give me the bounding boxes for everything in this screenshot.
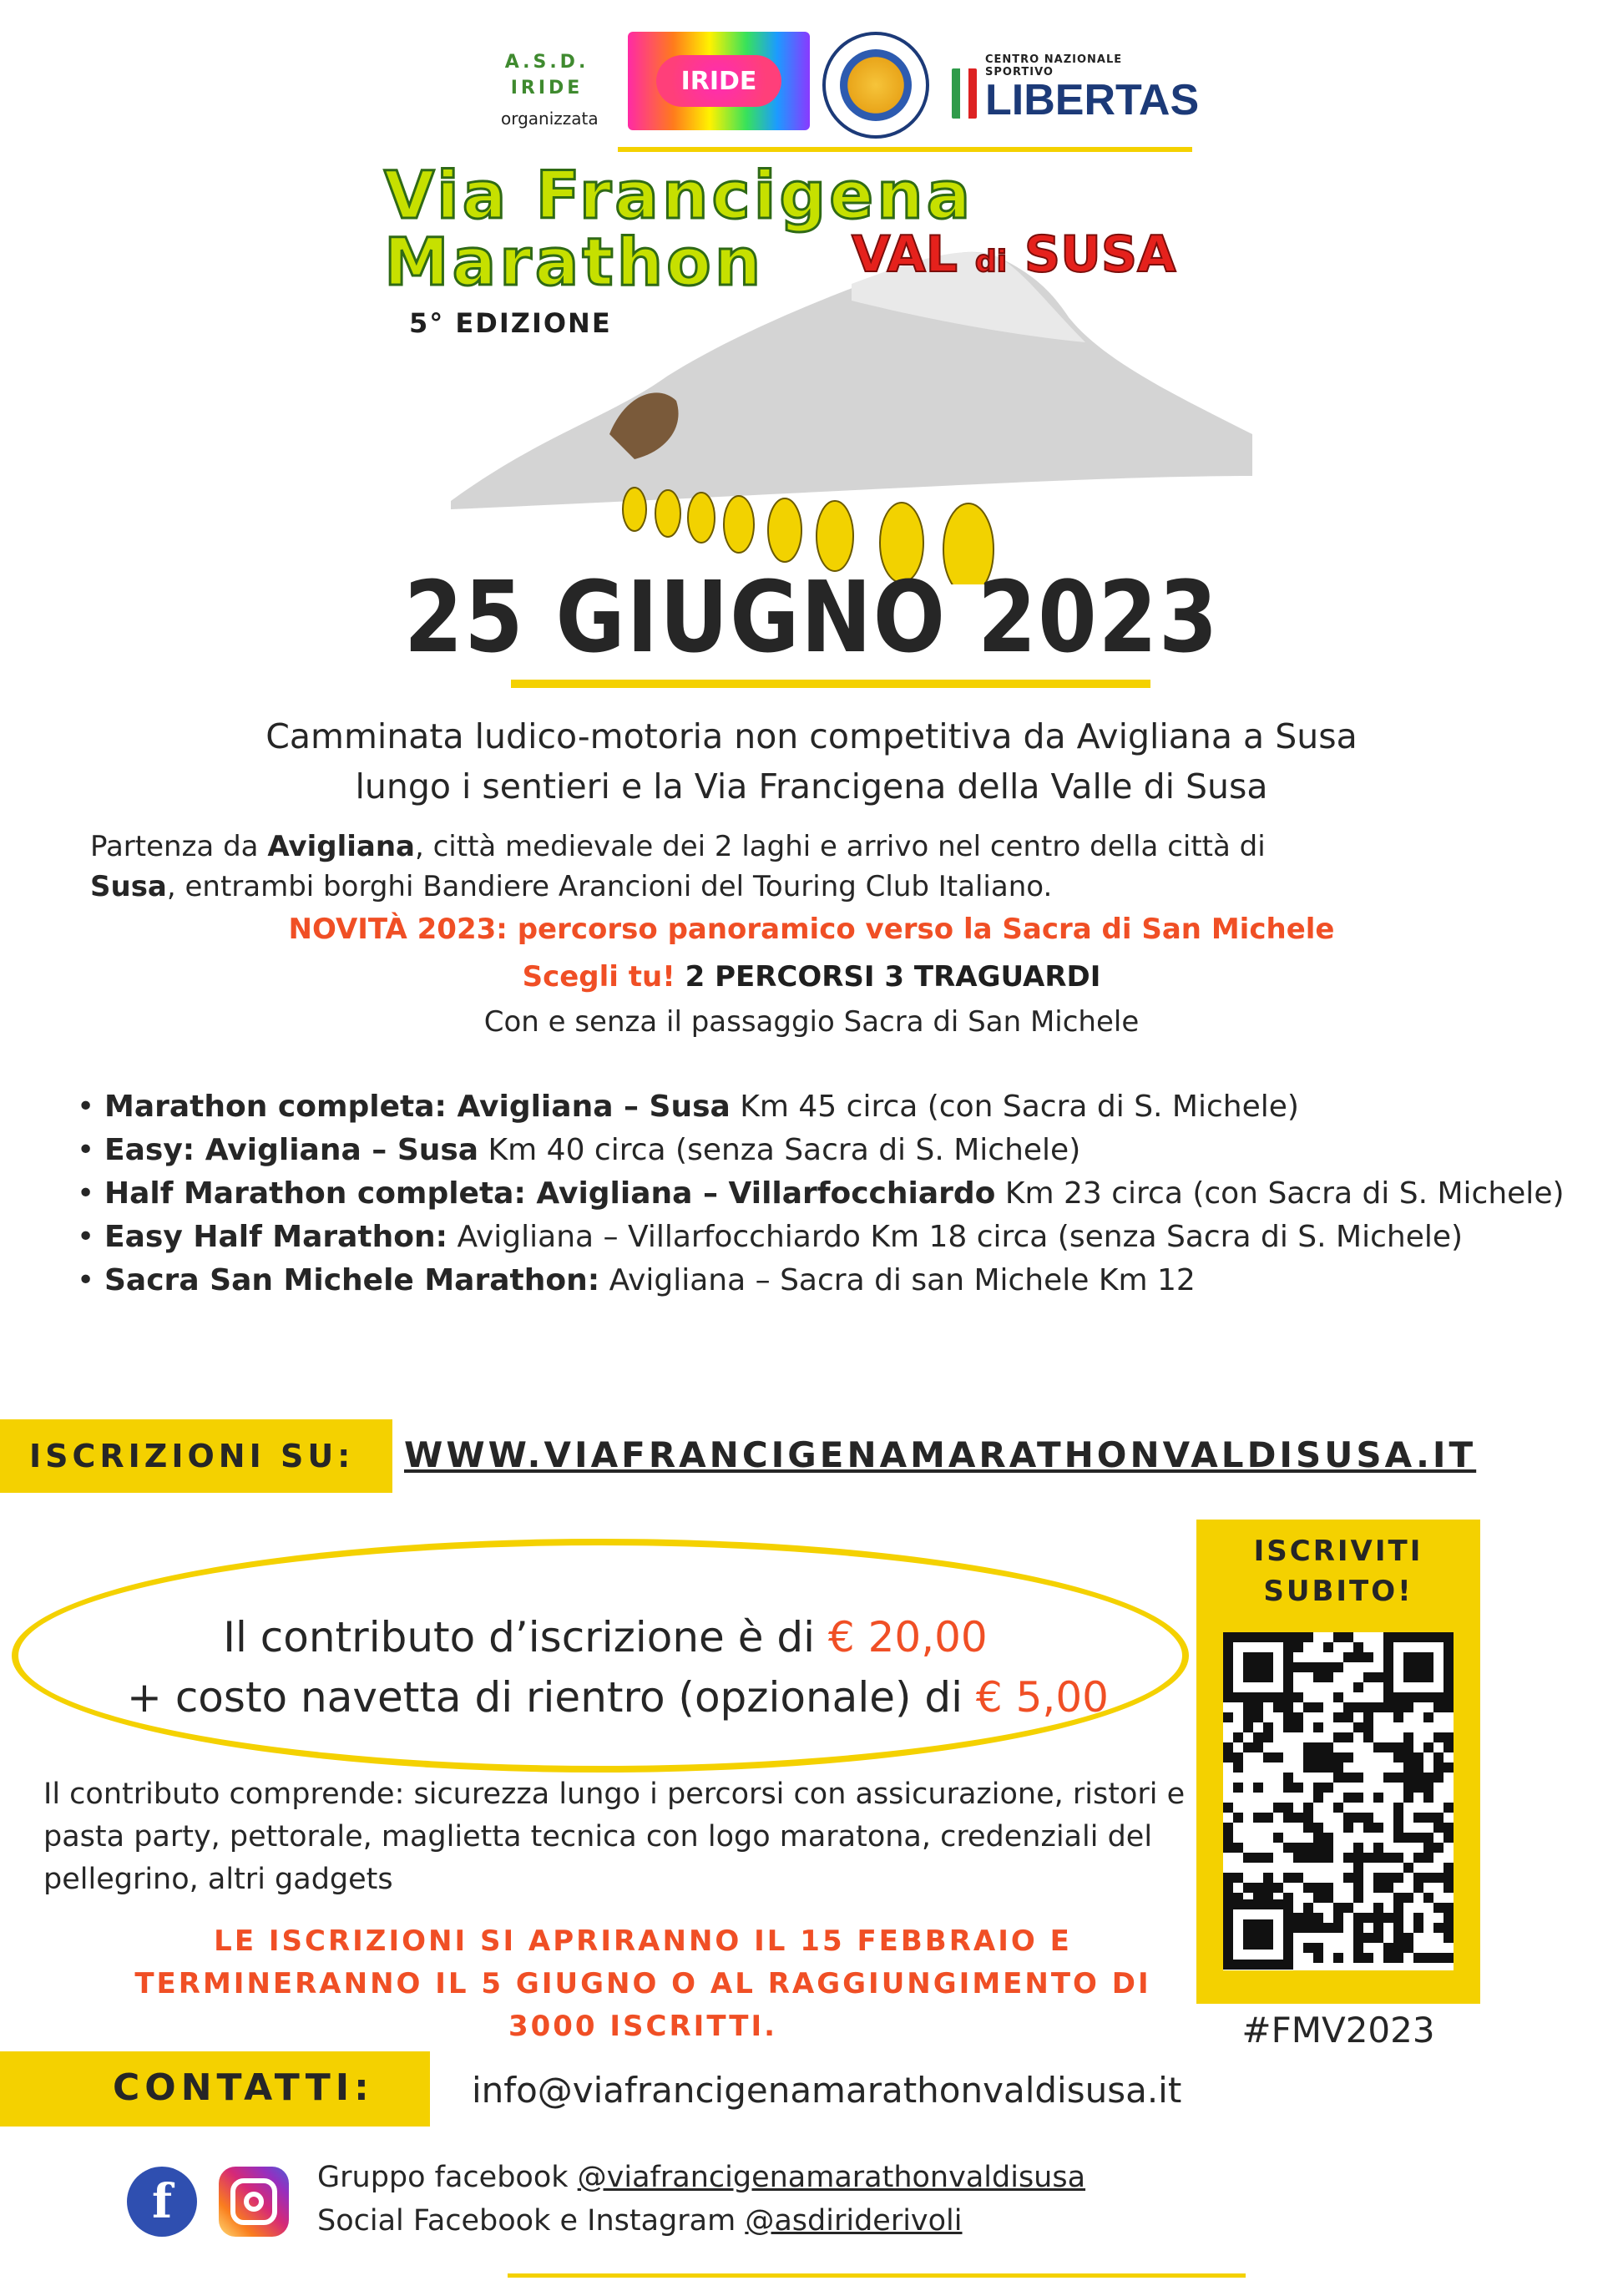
event-title-artwork (384, 159, 1277, 576)
centro-regionale-sportivo-logo (822, 32, 929, 139)
partenza-text-e: , entrambi borghi Bandiere Arancioni del Touring Club Italiano. (166, 870, 1053, 903)
shuttle-value: € 5,00 (975, 1673, 1109, 1722)
price-value: € 20,00 (827, 1613, 988, 1661)
partenza-paragraph (90, 827, 1560, 907)
header-divider (618, 147, 1192, 152)
val-text: VAL (852, 225, 958, 284)
runner-emblem-icon (840, 49, 912, 121)
price-line1 (67, 1613, 1144, 1661)
list-item (67, 1172, 1570, 1216)
contributo-comprende: Il contributo comprende: sicurezza lungo i percorsi con assicurazione, ristori e pasta party, pettorale, maglietta tecnica con logo maratona, credenziali del pellegrino, altri gadgets (43, 1778, 1186, 1896)
footer-divider (508, 2273, 1246, 2278)
route-detail: Km 40 circa (senza Sacra di S. Michele) (478, 1133, 1081, 1167)
description-line2: lungo i sentieri e la Via Francigena della Valle di Susa (355, 766, 1268, 807)
list-item (67, 1216, 1570, 1259)
registration-link[interactable]: WWW.VIAFRANCIGENAMARATHONVALDISUSA.IT (404, 1434, 1477, 1475)
route-detail: Avigliana – Sacra di san Michele Km 12 (599, 1263, 1196, 1297)
iride-logo (628, 32, 810, 130)
partenza-avigliana: Avigliana (267, 830, 415, 863)
route-name: Half Marathon completa: Avigliana – Villarfocchiardo (104, 1176, 996, 1211)
description-line1: Camminata ludico-motoria non competitiva da Avigliana a Susa (265, 716, 1358, 756)
qr-code-area (1223, 1632, 1454, 1970)
facebook-group-link[interactable]: @viafrancigenamarathonvaldisusa (577, 2161, 1086, 2194)
shuttle-text: + costo navetta di rientro (opzionale) di (127, 1673, 976, 1722)
edition-label: 5° EDIZIONE (409, 307, 612, 339)
price-line2 (67, 1673, 1169, 1722)
instagram-link[interactable]: @asdiriderivoli (745, 2204, 963, 2238)
list-item (67, 1085, 1570, 1129)
social-line1-text: Gruppo facebook (317, 2161, 578, 2194)
route-detail: Km 45 circa (con Sacra di S. Michele) (730, 1090, 1299, 1124)
price-text: Il contributo d’iscrizione è di (223, 1613, 828, 1661)
iride-logo-text: IRIDE (656, 55, 781, 107)
partenza-text-c: , città medievale dei 2 laghi e arrivo nel centro della città di (414, 830, 1266, 863)
asd-logo-line1: A.S.D. (504, 52, 589, 73)
iscrizioni-label: ISCRIZIONI SU: (29, 1438, 355, 1474)
title-line1: Via Francigena (384, 159, 974, 234)
asd-logo-line2: IRIDE (510, 77, 584, 99)
qr-code-icon[interactable] (1223, 1632, 1454, 1970)
route-name: Marathon completa: Avigliana – Susa (104, 1090, 731, 1124)
title-val-di-susa (852, 225, 1176, 284)
qr-title (1196, 1531, 1480, 1611)
social-instagram (317, 2204, 963, 2238)
organizzata-text: organizzata (501, 108, 599, 129)
susa-text: SUSA (1024, 225, 1176, 284)
con-senza-sacra: Con e senza il passaggio Sacra di San Michele (483, 1005, 1140, 1039)
di-text: di (974, 245, 1008, 279)
libertas-logo (952, 53, 1200, 127)
instagram-icon[interactable] (219, 2167, 289, 2237)
libertas-name: LIBERTAS (985, 76, 1200, 124)
partenza-text-a: Partenza da (90, 830, 268, 863)
partenza-susa: Susa (90, 870, 167, 903)
social-line2-text: Social Facebook e Instagram (317, 2204, 746, 2238)
qr-title-line1: ISCRIVITI (1253, 1535, 1423, 1568)
registration-dates-notice: LE ISCRIZIONI SI APRIRANNO IL 15 FEBBRAIO E TERMINERANNO IL 5 GIUGNO O AL RAGGIUNGIMENTO DI 3000 ISCRITTI. (134, 1924, 1151, 2043)
list-item (67, 1129, 1570, 1172)
hashtag: #FMV2023 (1241, 2010, 1435, 2051)
facebook-icon[interactable]: f (127, 2167, 197, 2237)
qr-title-line2: SUBITO! (1263, 1575, 1413, 1608)
contact-email[interactable]: info@viafrancigenamarathonvaldisusa.it (472, 2070, 1182, 2111)
route-detail: Km 23 circa (con Sacra di S. Michele) (995, 1176, 1565, 1211)
social-facebook-group (317, 2161, 1085, 2194)
title-line2: Marathon (384, 225, 765, 301)
libertas-top-text: CENTRO NAZIONALE SPORTIVO (985, 53, 1123, 78)
date-underline (511, 680, 1150, 688)
novita-2023: NOVITÀ 2023: percorso panoramico verso la Sacra di San Michele (288, 913, 1335, 946)
routes-list (67, 1085, 1570, 1302)
route-name: Sacra San Michele Marathon: (104, 1263, 600, 1297)
route-name: Easy Half Marathon: (104, 1220, 448, 1254)
contatti-label: CONTATTI: (113, 2066, 374, 2109)
asd-iride-logo (501, 50, 599, 130)
route-name: Easy: Avigliana – Susa (104, 1133, 479, 1167)
scegli-tu: Scegli tu! (522, 960, 675, 994)
percorsi-traguardi: 2 PERCORSI 3 TRAGUARDI (675, 960, 1101, 994)
event-date: 25 GIUGNO 2023 (403, 559, 1220, 675)
scegli-percorsi (0, 960, 1623, 994)
list-item (67, 1259, 1570, 1302)
flag-icon (952, 68, 977, 119)
route-detail: Avigliana – Villarfocchiardo Km 18 circa (senza Sacra di S. Michele) (447, 1220, 1464, 1254)
